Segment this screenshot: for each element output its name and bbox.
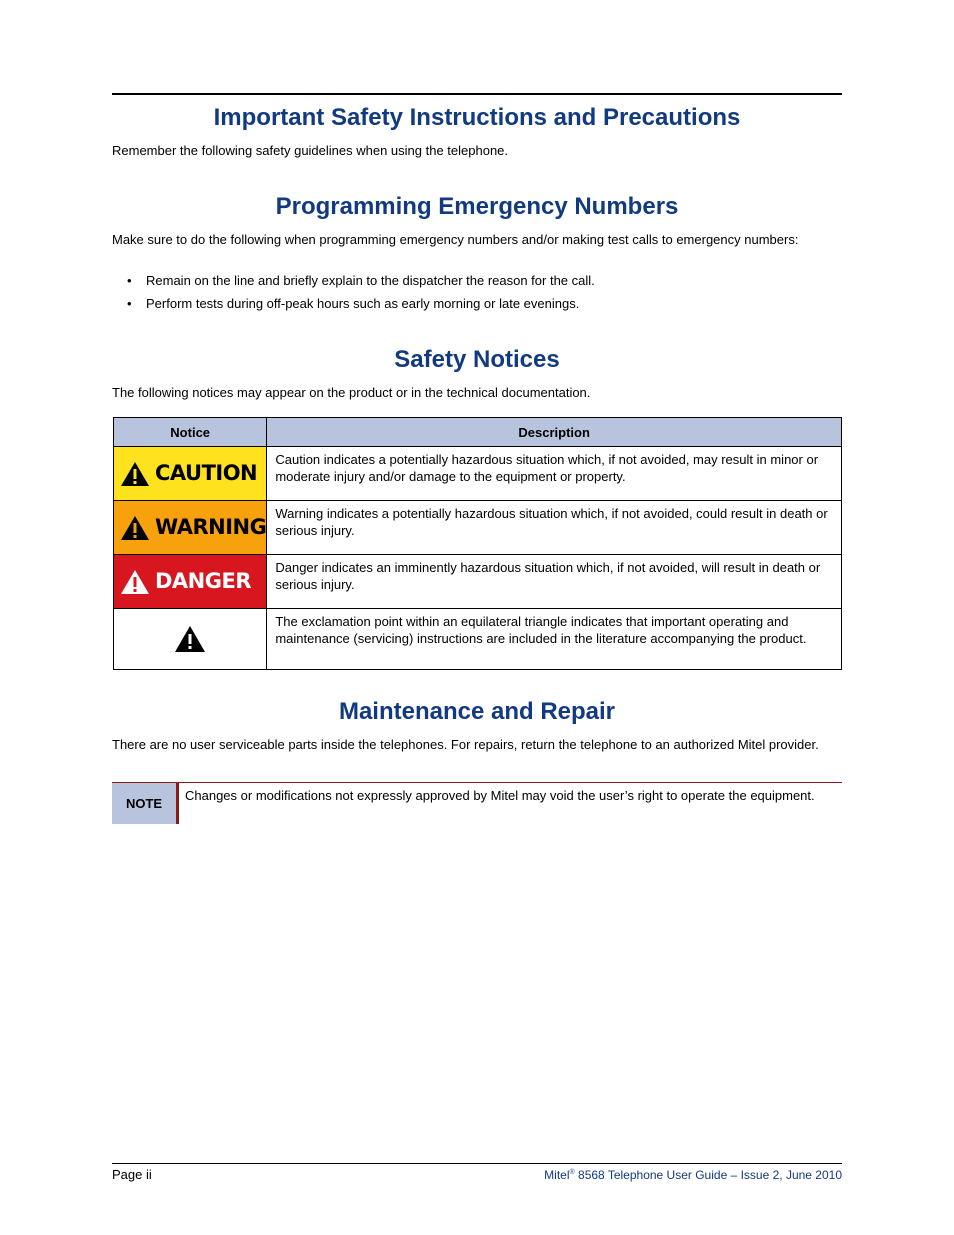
caution-badge — [114, 447, 266, 500]
safety-intro: Remember the following safety guidelines when using the telephone. — [112, 143, 509, 158]
emergency-bullets — [112, 272, 842, 318]
bullet-icon: • — [127, 273, 132, 288]
caution-description: Caution indicates a potentially hazardous situation which, if not avoided, may result in minor or moderate injury and/or damage to the equipment or property. — [267, 447, 842, 501]
exclamation-description: The exclamation point within an equilateral triangle indicates that important operating and maintenance (servicing) instructions are included in the literature accompanying the product. — [267, 609, 842, 670]
safety-title: Important Safety Instructions and Precautions — [213, 104, 741, 131]
footer-guide: 8568 Telephone User Guide – Issue 2, June 2010 — [574, 1168, 842, 1182]
warning-triangle-icon — [120, 515, 150, 541]
warning-triangle-icon — [120, 569, 150, 595]
exclamation-triangle-icon — [174, 625, 206, 653]
table-row — [114, 501, 842, 555]
danger-badge — [114, 555, 266, 608]
table-row — [114, 555, 842, 609]
caution-label: CAUTION — [155, 461, 258, 485]
column-header-description: Description — [267, 418, 842, 447]
danger-description: Danger indicates an imminently hazardous situation which, if not avoided, will result in death or serious injury. — [267, 555, 842, 609]
emergency-intro: Make sure to do the following when programming emergency numbers and/or making test calls to emergency numbers: — [112, 232, 799, 247]
table-row — [114, 447, 842, 501]
bullet-text: Perform tests during off-peak hours such as early morning or late evenings. — [146, 296, 580, 311]
danger-label: DANGER — [155, 569, 252, 593]
registered-mark: ® — [569, 1169, 575, 1176]
warning-description: Warning indicates a potentially hazardous situation which, if not avoided, could result in death or serious injury. — [267, 501, 842, 555]
table-header-row — [114, 418, 842, 447]
footer-guide-title — [544, 1168, 842, 1182]
list-item — [112, 295, 842, 312]
footer-brand: Mitel — [544, 1168, 570, 1182]
warning-label: WARNING — [155, 515, 267, 539]
maintenance-intro: There are no user serviceable parts inside the telephones. For repairs, return the telephone to an authorized Mitel provider. — [112, 737, 819, 752]
warning-badge — [114, 501, 266, 554]
note-text: Changes or modifications not expressly approved by Mitel may void the user’s right to operate the equipment. — [185, 788, 815, 803]
note-label: NOTE — [112, 783, 179, 824]
note-rule — [112, 782, 842, 783]
notices-title: Safety Notices — [394, 346, 560, 373]
bullet-text: Remain on the line and briefly explain to the dispatcher the reason for the call. — [146, 273, 595, 288]
footer-rule — [112, 1163, 842, 1164]
table-row — [114, 609, 842, 670]
warning-triangle-icon — [120, 461, 150, 487]
notices-intro: The following notices may appear on the product or in the technical documentation. — [112, 385, 591, 400]
bullet-icon: • — [127, 296, 132, 311]
top-rule — [112, 93, 842, 95]
list-item — [112, 272, 842, 289]
page-number: Page ii — [112, 1167, 152, 1182]
notices-table — [113, 417, 842, 670]
maintenance-title: Maintenance and Repair — [338, 698, 616, 725]
emergency-title: Programming Emergency Numbers — [275, 193, 679, 220]
column-header-notice: Notice — [114, 418, 267, 447]
